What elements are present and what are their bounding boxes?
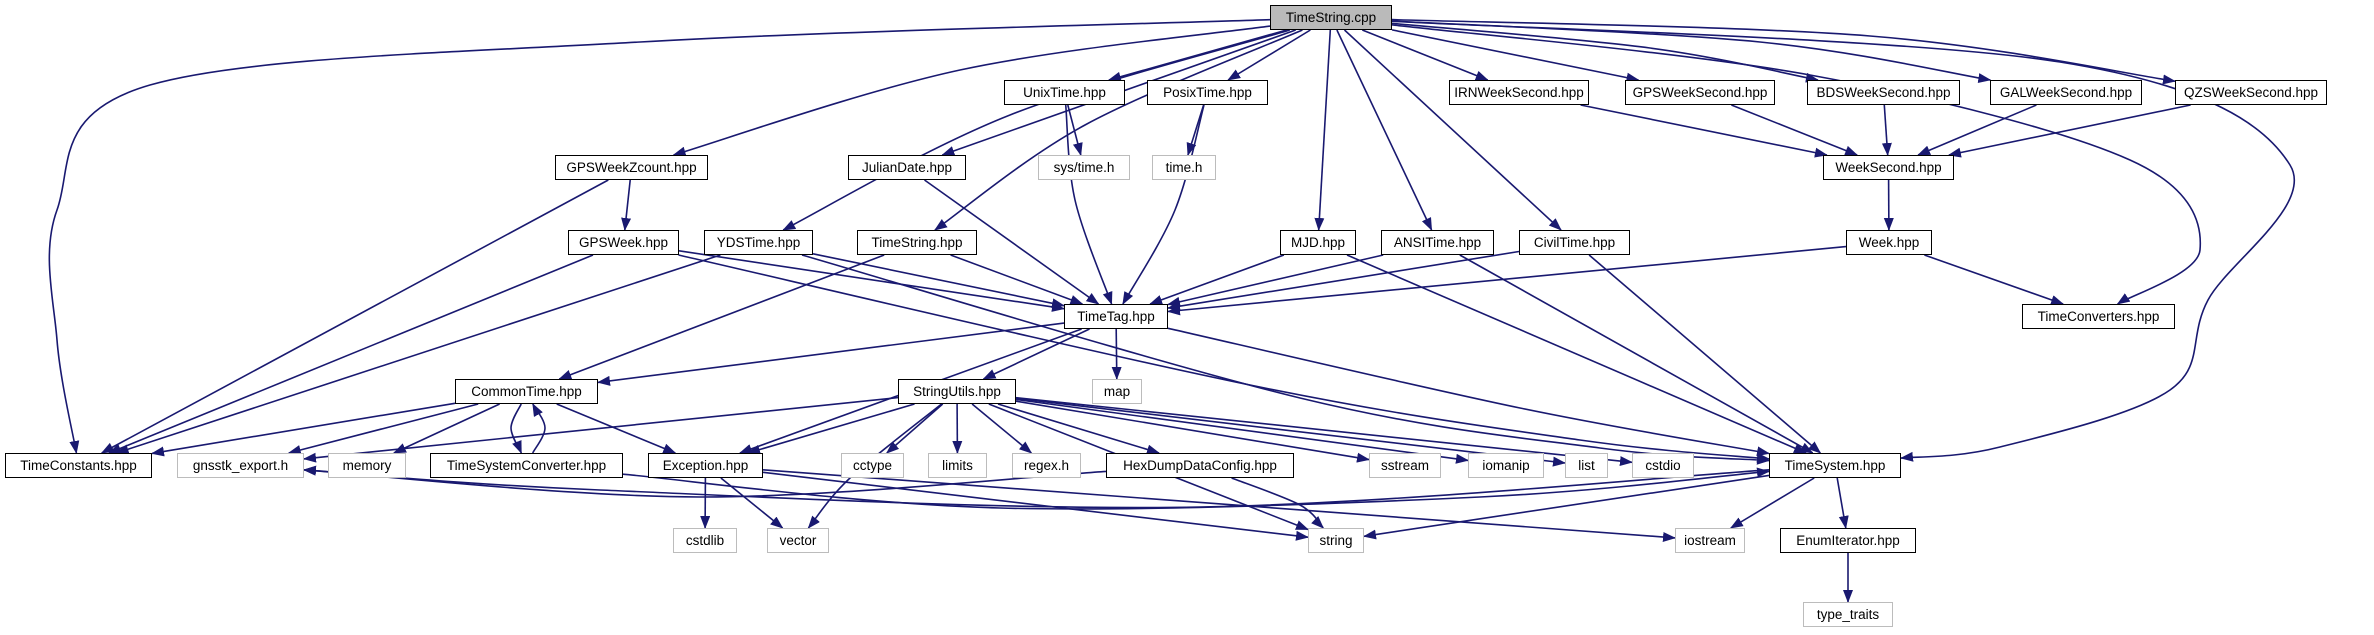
- edge-timestring-cpp-to-irnweeksecond-hpp: [1362, 30, 1487, 80]
- node-gnsstk-export-h: gnsstk_export.h: [177, 453, 304, 478]
- edge-timestring-cpp-to-ydstime-hpp: [783, 30, 1290, 230]
- edge-timetag-hpp-to-map: [1116, 329, 1117, 379]
- edge-timestring-hpp-to-commontime-hpp: [559, 255, 884, 379]
- node-weeksecond-hpp[interactable]: WeekSecond.hpp: [1823, 155, 1954, 180]
- node-ydstime-hpp[interactable]: YDSTime.hpp: [704, 230, 813, 255]
- node-unixtime-hpp[interactable]: UnixTime.hpp: [1004, 80, 1125, 105]
- edge-week-hpp-to-timetag-hpp: [1168, 247, 1846, 312]
- node-juliandate-hpp[interactable]: JulianDate.hpp: [848, 155, 966, 180]
- node-irnweeksecond-hpp[interactable]: IRNWeekSecond.hpp: [1449, 80, 1589, 105]
- node-list: list: [1565, 453, 1608, 478]
- node-vector: vector: [767, 528, 829, 553]
- node-posixtime-hpp[interactable]: PosixTime.hpp: [1147, 80, 1268, 105]
- edge-gpsweek-hpp-to-timesystem-hpp: [679, 255, 1770, 459]
- edge-posixtime-hpp-to-timetag-hpp: [1123, 105, 1204, 304]
- node-timestring-hpp[interactable]: TimeString.hpp: [857, 230, 977, 255]
- edge-mjd-hpp-to-timetag-hpp: [1150, 255, 1284, 304]
- edge-ansitime-hpp-to-timesystem-hpp: [1460, 255, 1813, 453]
- node-sys-time-h: sys/time.h: [1038, 155, 1130, 180]
- node-galweeksecond-hpp[interactable]: GALWeekSecond.hpp: [1990, 80, 2142, 105]
- node-ansitime-hpp[interactable]: ANSITime.hpp: [1381, 230, 1494, 255]
- node-gpsweeksecond-hpp[interactable]: GPSWeekSecond.hpp: [1625, 80, 1775, 105]
- node-commontime-hpp[interactable]: CommonTime.hpp: [455, 379, 598, 404]
- edge-timestring-cpp-to-timestring-hpp: [935, 30, 1303, 230]
- edge-galweeksecond-hpp-to-weeksecond-hpp: [1918, 105, 2036, 155]
- edge-unixtime-hpp-to-sys-time-h: [1068, 105, 1081, 155]
- node-timesystemconverter-hpp[interactable]: TimeSystemConverter.hpp: [430, 453, 623, 478]
- node-cstdlib: cstdlib: [673, 528, 737, 553]
- edge-civiltime-hpp-to-timetag-hpp: [1168, 252, 1519, 309]
- edge-commontime-hpp-to-timesystemconverter-hpp: [511, 404, 521, 453]
- edge-timesystemconverter-hpp-to-commontime-hpp: [533, 404, 545, 453]
- edge-exception-hpp-to-vector: [721, 478, 783, 528]
- node-gpsweekzcount-hpp[interactable]: GPSWeekZcount.hpp: [555, 155, 708, 180]
- edge-ydstime-hpp-to-timeconstants-hpp: [117, 255, 721, 453]
- edge-commontime-hpp-to-gnsstk-export-h: [289, 404, 478, 453]
- node-exception-hpp[interactable]: Exception.hpp: [648, 453, 763, 478]
- node-cctype: cctype: [841, 453, 904, 478]
- edge-timesystem-hpp-to-enumiterator-hpp: [1837, 478, 1846, 528]
- edge-timestring-cpp-to-mjd-hpp: [1319, 30, 1331, 230]
- node-timeconstants-hpp[interactable]: TimeConstants.hpp: [5, 453, 152, 478]
- node-type-traits: type_traits: [1803, 602, 1893, 627]
- node-memory: memory: [328, 453, 406, 478]
- edge-timetag-hpp-to-timesystem-hpp: [1168, 328, 1769, 453]
- node-iomanip: iomanip: [1468, 453, 1544, 478]
- edge-week-hpp-to-timeconverters-hpp: [1924, 255, 2063, 304]
- edge-gpsweek-hpp-to-timeconstants-hpp: [109, 255, 593, 453]
- edge-gpsweekzcount-hpp-to-gpsweek-hpp: [625, 180, 630, 230]
- node-bdsweeksecond-hpp[interactable]: BDSWeekSecond.hpp: [1807, 80, 1960, 105]
- node-string: string: [1308, 528, 1364, 553]
- node-timetag-hpp[interactable]: TimeTag.hpp: [1064, 304, 1168, 329]
- node-iostream: iostream: [1675, 528, 1745, 553]
- node-map: map: [1092, 379, 1142, 404]
- node-week-hpp[interactable]: Week.hpp: [1846, 230, 1932, 255]
- edge-stringutils-hpp-to-sstream: [1016, 401, 1369, 459]
- edge-timetag-hpp-to-stringutils-hpp: [984, 329, 1090, 379]
- node-enumiterator-hpp[interactable]: EnumIterator.hpp: [1780, 528, 1916, 553]
- edge-timesystem-hpp-to-iostream: [1731, 478, 1814, 528]
- edge-commontime-hpp-to-exception-hpp: [557, 404, 676, 453]
- edge-irnweeksecond-hpp-to-weeksecond-hpp: [1581, 105, 1827, 155]
- edge-civiltime-hpp-to-timesystem-hpp: [1589, 255, 1820, 453]
- edge-mjd-hpp-to-timesystem-hpp: [1347, 255, 1806, 453]
- edge-exception-hpp-to-iostream: [763, 470, 1675, 538]
- edge-timestring-cpp-to-ansitime-hpp: [1337, 30, 1432, 230]
- edge-unixtime-hpp-to-timetag-hpp: [1066, 105, 1112, 304]
- edge-gpsweeksecond-hpp-to-weeksecond-hpp: [1731, 105, 1857, 155]
- node-qzsweeksecond-hpp[interactable]: QZSWeekSecond.hpp: [2175, 80, 2327, 105]
- edge-ydstime-hpp-to-timetag-hpp: [813, 254, 1064, 306]
- edge-bdsweeksecond-hpp-to-weeksecond-hpp: [1884, 105, 1887, 155]
- node-stringutils-hpp[interactable]: StringUtils.hpp: [898, 379, 1016, 404]
- edge-stringutils-hpp-to-cctype: [887, 404, 943, 453]
- node-sstream: sstream: [1369, 453, 1441, 478]
- node-mjd-hpp[interactable]: MJD.hpp: [1280, 230, 1356, 255]
- edge-timestring-cpp-to-timeconverters-hpp: [1392, 25, 2200, 304]
- node-timesystem-hpp[interactable]: TimeSystem.hpp: [1769, 453, 1901, 478]
- edge-timestring-cpp-to-civiltime-hpp: [1345, 30, 1562, 230]
- edge-ansitime-hpp-to-timetag-hpp: [1168, 255, 1383, 305]
- node-timestring-cpp: TimeString.cpp: [1270, 5, 1392, 30]
- node-cstdio: cstdio: [1632, 453, 1694, 478]
- node-civiltime-hpp[interactable]: CivilTime.hpp: [1519, 230, 1630, 255]
- edge-timestring-cpp-to-galweeksecond-hpp: [1392, 21, 1990, 80]
- node-hexdumpdataconfig-hpp[interactable]: HexDumpDataConfig.hpp: [1106, 453, 1294, 478]
- node-timeconverters-hpp[interactable]: TimeConverters.hpp: [2022, 304, 2175, 329]
- node-time-h: time.h: [1152, 155, 1216, 180]
- node-gpsweek-hpp[interactable]: GPSWeek.hpp: [568, 230, 679, 255]
- node-limits: limits: [928, 453, 987, 478]
- node-regex-h: regex.h: [1012, 453, 1081, 478]
- edge-posixtime-hpp-to-time-h: [1188, 105, 1204, 155]
